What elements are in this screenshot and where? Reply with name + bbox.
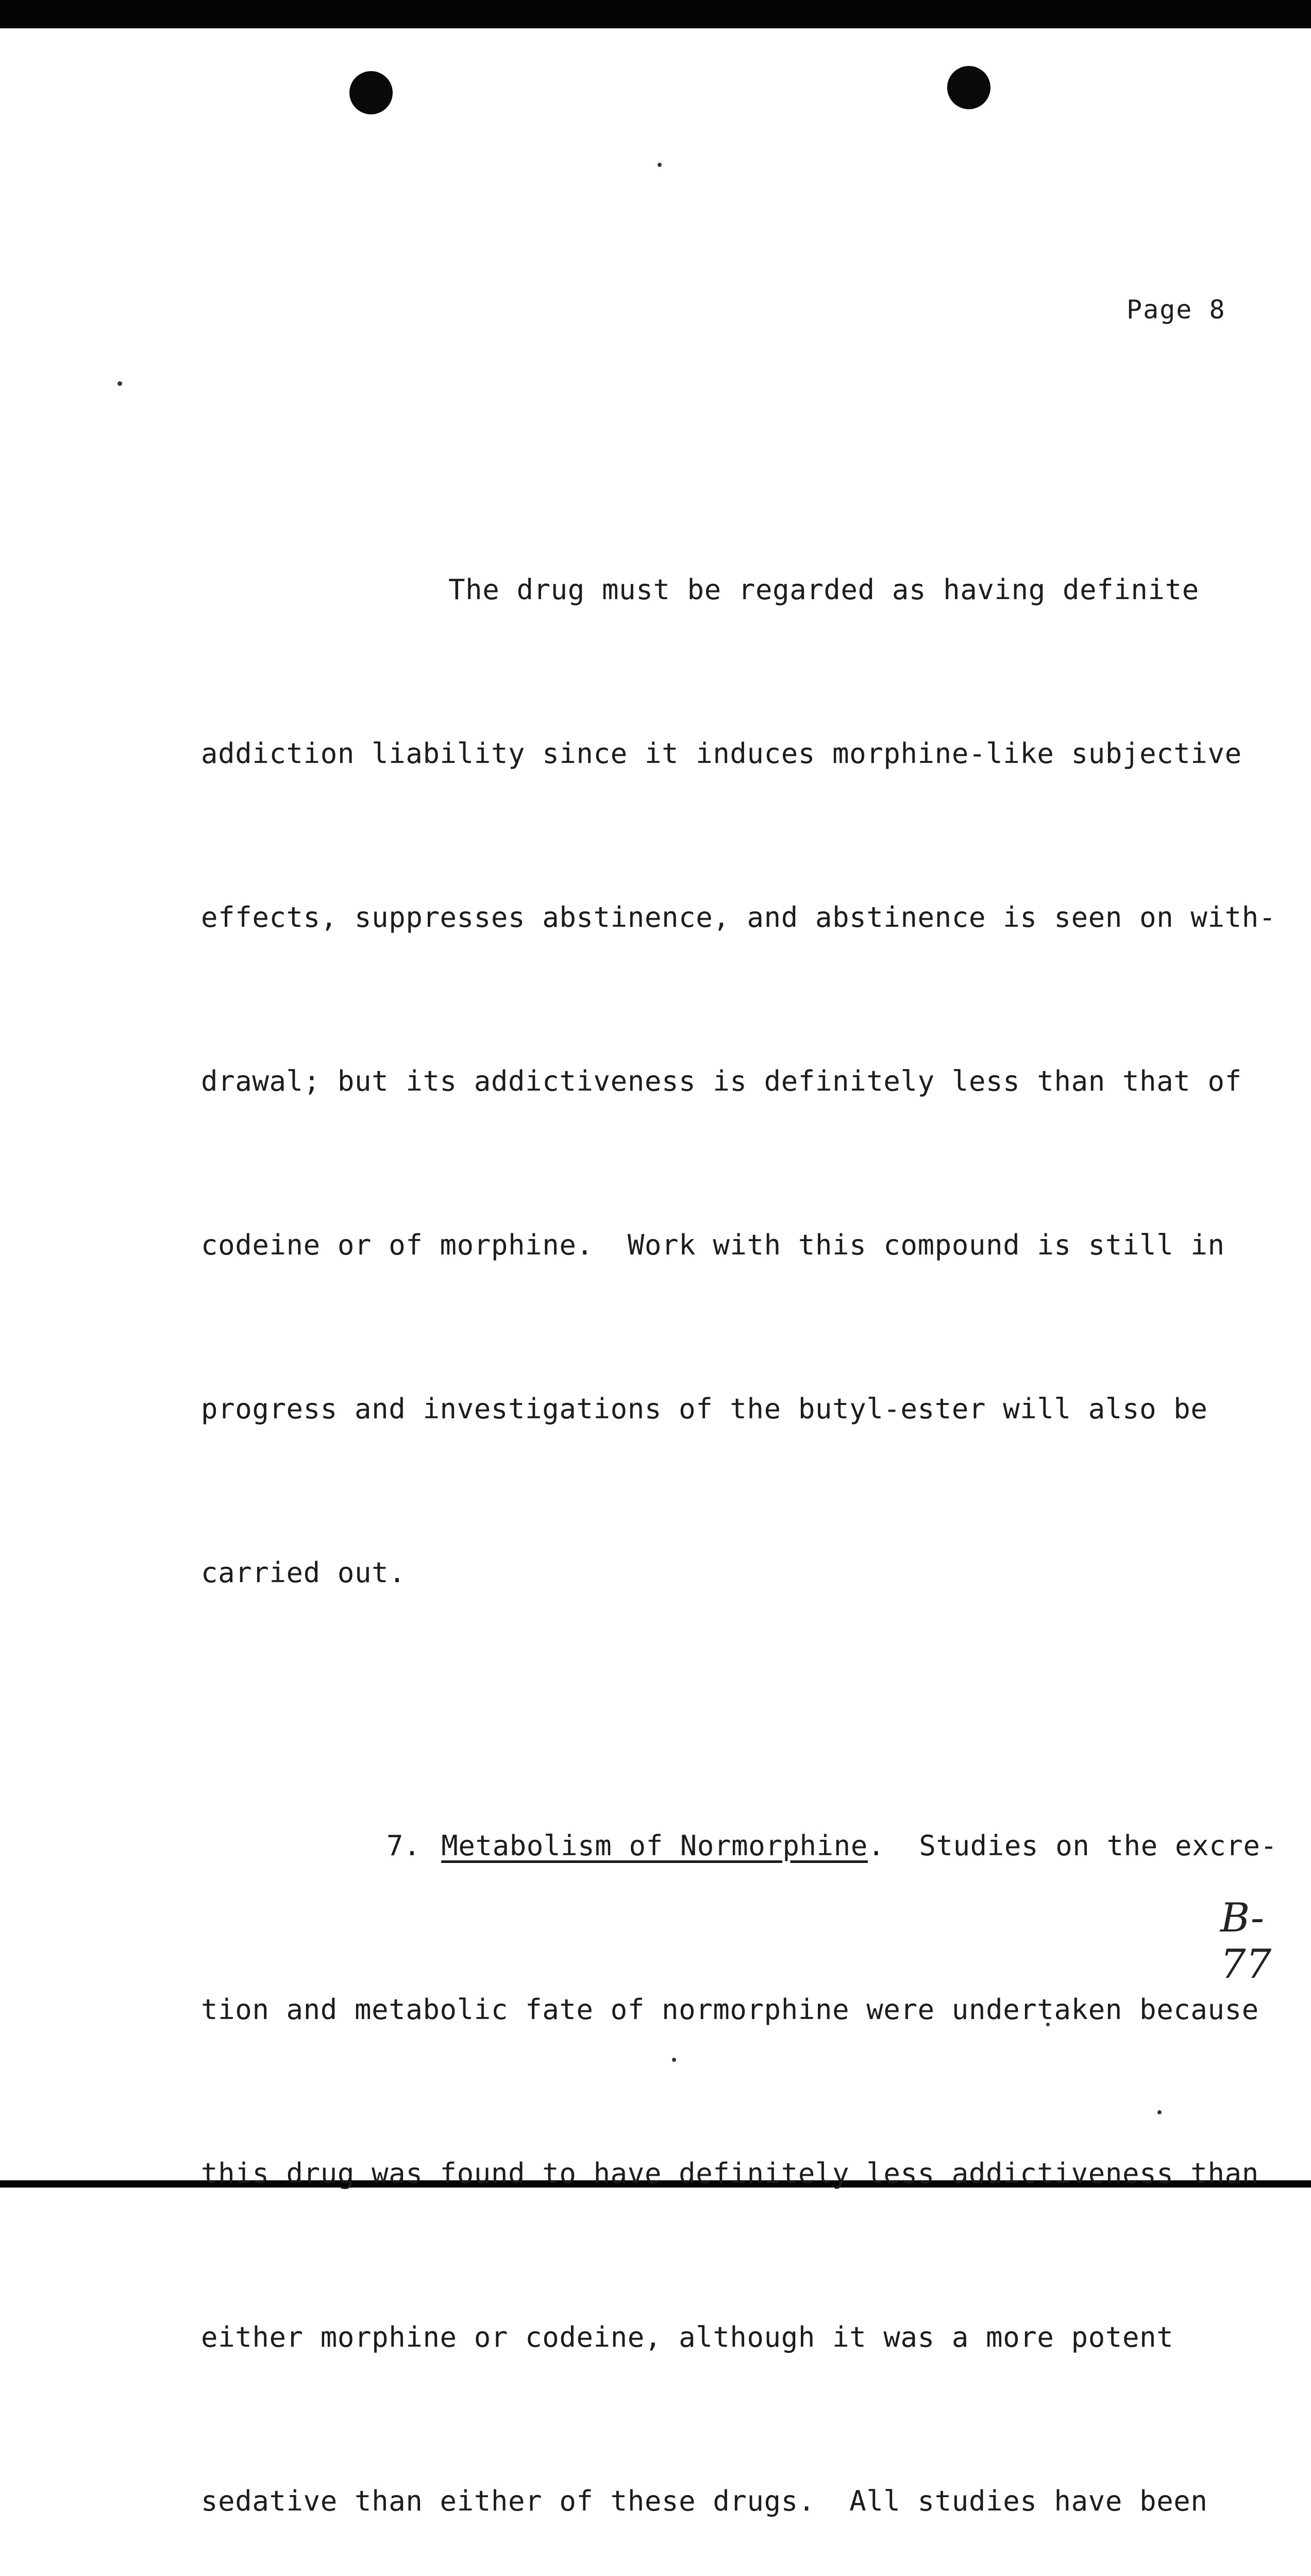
text-line: carried out. — [201, 1556, 406, 1589]
text-line: drawal; but its addictiveness is definitely less than that of — [201, 1065, 1242, 1097]
scan-speck — [658, 163, 662, 167]
scan-speck — [117, 381, 122, 386]
section-7-metabolism — [201, 1709, 1309, 2576]
text-line: either morphine or codeine, although it was a more potent — [201, 2321, 1174, 2353]
section-title: Metabolism of Normorphine — [441, 1829, 868, 1862]
section-number: 7. — [386, 1829, 421, 1862]
text-line: . Studies on the excre- — [868, 1829, 1278, 1862]
text-line: addiction liability since it induces morphine-like subjective — [201, 737, 1242, 770]
text-line: The drug must be regarded as having definite — [448, 573, 1199, 606]
page-number: Page 8 — [1127, 295, 1226, 325]
text-line: codeine or of morphine. Work with this compound is still in — [201, 1229, 1225, 1261]
text-line: sedative than either of these drugs. All studies have been — [201, 2485, 1208, 2517]
punch-hole-left — [349, 71, 393, 114]
document-body — [201, 453, 1309, 2576]
punch-hole-right — [947, 66, 990, 109]
text-line: tion and metabolic fate of normorphine were undertaken because — [201, 1993, 1259, 2026]
paragraph-addiction-liability — [201, 453, 1309, 1709]
text-line: effects, suppresses abstinence, and abstinence is seen on with- — [201, 901, 1276, 934]
scan-top-border — [0, 0, 1311, 28]
handwritten-stamp: B-77 — [1220, 1895, 1272, 1988]
text-line: this drug was found to have definitely less addictiveness than — [201, 2157, 1259, 2190]
text-line: progress and investigations of the butyl-ester will also be — [201, 1393, 1208, 1425]
section-heading-line — [201, 1819, 1309, 1873]
